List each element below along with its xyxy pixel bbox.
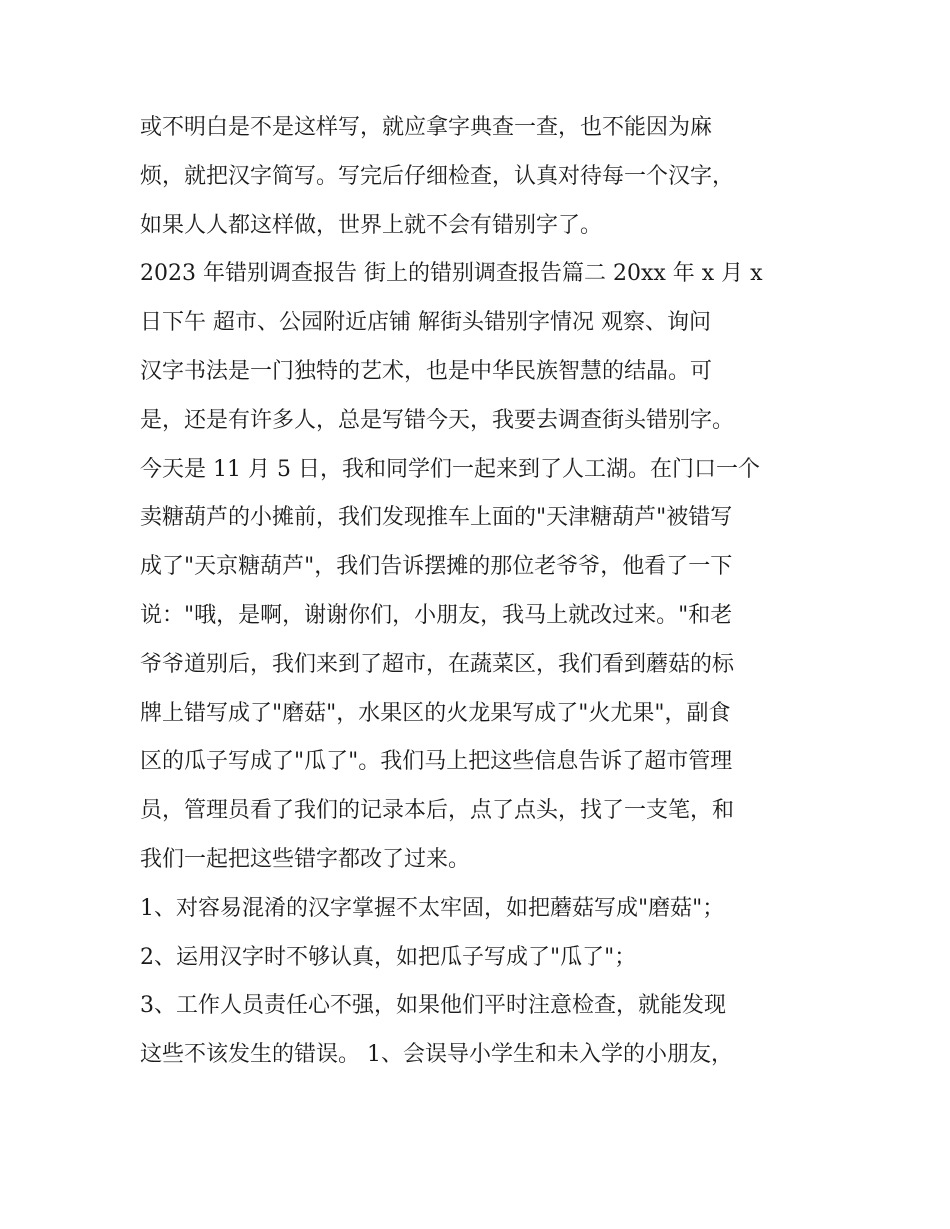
text-line: 说："哦，是啊，谢谢你们，小朋友，我马上就改过来。"和老 [140, 602, 733, 628]
text-line: 是，还是有许多人，总是写错今天，我要去调查街头错别字。 [140, 407, 735, 433]
text-line: 成了"天京糖葫芦"，我们告诉摆摊的那位老爷爷，他看了一下 [140, 554, 733, 580]
text-line: 烦，就把汉字简写。写完后仔细检查，认真对待每一个汉字， [140, 163, 735, 189]
document-body [140, 104, 820, 1080]
text-line: 汉字书法是一门独特的艺术，也是中华民族智慧的结晶。可 [140, 358, 713, 384]
text-line: 爷爷道别后，我们来到了超市，在蔬菜区，我们看到蘑菇的标 [140, 651, 735, 677]
text-line: 牌上错写成了"磨菇"，水果区的火龙果写成了"火尤果"，副食 [140, 700, 731, 726]
text-line: 如果人人都这样做，世界上就不会有错别字了。 [140, 212, 603, 238]
text-line: 或不明白是不是这样写，就应拿字典查一查，也不能因为麻 [140, 115, 713, 140]
text-line: 我们一起把这些错字都改了过来。 [140, 846, 471, 872]
text-line: 今天是 11 月 5 日，我和同学们一起来到了人工湖。在门口一个 [140, 456, 760, 482]
text-line: 日下午 超市、公园附近店铺 解街头错别字情况 观察、询问 [140, 310, 711, 336]
list-item: 1、对容易混淆的汉字掌握不太牢固，如把蘑菇写成"磨菇"； [140, 895, 725, 921]
text-line: 员，管理员看了我们的记录本后，点了点头，找了一支笔，和 [140, 798, 735, 824]
list-item: 2、运用汉字时不够认真，如把瓜子写成了"瓜了"； [140, 944, 637, 970]
text-line: 区的瓜子写成了"瓜了"。我们马上把这些信息告诉了超市管理 [140, 749, 733, 775]
text-line: 2023 年错别调查报告 街上的错别调查报告篇二 20xx 年 x 月 x [140, 261, 763, 287]
text-line: 卖糖葫芦的小摊前，我们发现推车上面的"天津糖葫芦"被错写 [140, 505, 733, 531]
text-line: 这些不该发生的错误。 1、会误导小学生和未入学的小朋友， [140, 1042, 733, 1068]
list-item: 3、工作人员责任心不强，如果他们平时注意检查，就能发现 [140, 993, 726, 1019]
